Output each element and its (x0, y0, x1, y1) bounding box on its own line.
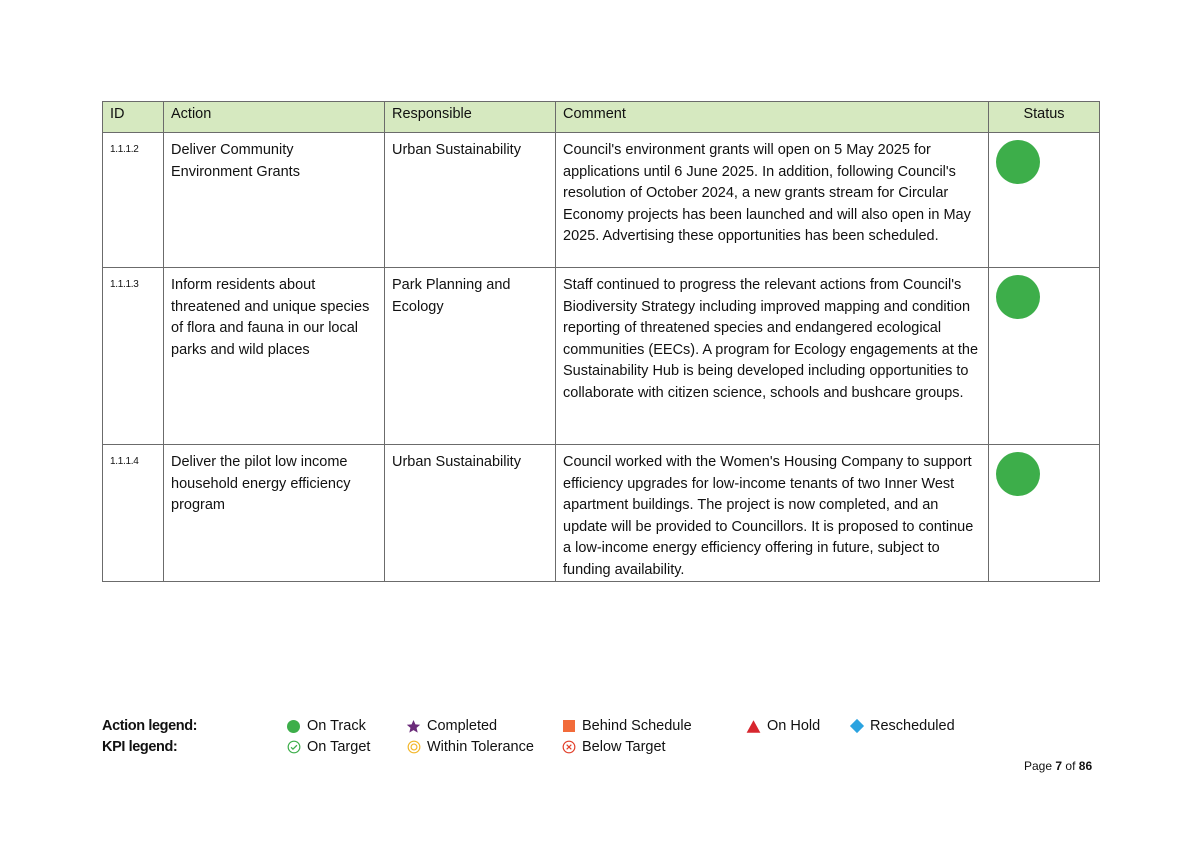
legend-below-target (561, 739, 666, 755)
page-of: of (1065, 759, 1076, 773)
status-on-track-icon (996, 140, 1040, 184)
legend-label: On Hold (767, 718, 821, 734)
blue-diamond-icon (849, 719, 864, 734)
actions-table (102, 101, 1100, 582)
header-comment: Comment (556, 102, 989, 133)
legend-behind-schedule (561, 718, 692, 734)
page-number (1024, 759, 1092, 773)
table-row (103, 133, 1100, 268)
header-responsible: Responsible (385, 102, 556, 133)
green-check-circle-icon (286, 740, 301, 755)
row-status (989, 445, 1100, 582)
row-id: 1.1.1.4 (103, 445, 164, 582)
status-on-track-icon (996, 452, 1040, 496)
legend-within-tolerance (406, 739, 534, 755)
header-status: Status (989, 102, 1100, 133)
table-header-row (103, 102, 1100, 133)
row-responsible: Park Planning and Ecology (385, 268, 556, 445)
kpi-legend-title: KPI legend: (102, 739, 178, 755)
red-x-circle-icon (561, 740, 576, 755)
row-id: 1.1.1.2 (103, 133, 164, 268)
row-action: Deliver the pilot low income household energy efficiency program (164, 445, 385, 582)
row-action: Deliver Community Environment Grants (164, 133, 385, 268)
green-circle-icon (286, 719, 301, 734)
row-status (989, 268, 1100, 445)
legend-on-track (286, 718, 366, 734)
legend-on-hold (746, 718, 820, 734)
legend-completed (406, 718, 497, 734)
legend-on-target (286, 739, 370, 755)
row-comment: Staff continued to progress the relevant actions from Council's Biodiversity Strategy including improved mapping and condition reporting of threatened species and endangered ecological communities (EECs). A program for Ecology engagements at the Sustainability Hub is being developed including opportunities to collaborate with citizen science, schools and bushcare groups. (556, 268, 989, 445)
yellow-ring-icon (406, 740, 421, 755)
header-id: ID (103, 102, 164, 133)
row-id: 1.1.1.3 (103, 268, 164, 445)
page-prefix: Page (1024, 759, 1053, 773)
legend-label: Within Tolerance (427, 739, 534, 755)
legend-label: On Track (307, 718, 366, 734)
legend-label: On Target (307, 739, 371, 755)
legend-label: Behind Schedule (582, 718, 692, 734)
page-total: 86 (1078, 759, 1093, 773)
kpi-legend-row (102, 739, 1002, 759)
table-row (103, 445, 1100, 582)
table-row (103, 268, 1100, 445)
legend-label: Below Target (582, 739, 666, 755)
status-on-track-icon (996, 275, 1040, 319)
row-responsible: Urban Sustainability (385, 445, 556, 582)
legend-label: Completed (427, 718, 498, 734)
row-comment: Council's environment grants will open on 5 May 2025 for applications until 6 June 2025. In addition, following Council's resolution of October 2024, a new grants stream for Circular Economy projects has been launched and will also open in May 2025. Advertising these opportunities has been scheduled. (556, 133, 989, 268)
red-triangle-icon (746, 719, 761, 734)
row-comment: Council worked with the Women's Housing Company to support efficiency upgrades for low-income tenants of two Inner West apartment buildings. The project is now completed, and an update will be provided to Councillors. It is proposed to continue a low-income energy efficiency offering in future, subject to funding availability. (556, 445, 989, 582)
row-action: Inform residents about threatened and unique species of flora and fauna in our local parks and wild places (164, 268, 385, 445)
page-current: 7 (1055, 759, 1063, 773)
legend-label: Rescheduled (870, 718, 955, 734)
action-legend-row (102, 718, 1002, 738)
header-action: Action (164, 102, 385, 133)
row-responsible: Urban Sustainability (385, 133, 556, 268)
legend-rescheduled (849, 718, 955, 734)
action-legend-title: Action legend: (102, 718, 198, 734)
row-status (989, 133, 1100, 268)
purple-star-icon (406, 719, 421, 734)
orange-square-icon (561, 719, 576, 734)
